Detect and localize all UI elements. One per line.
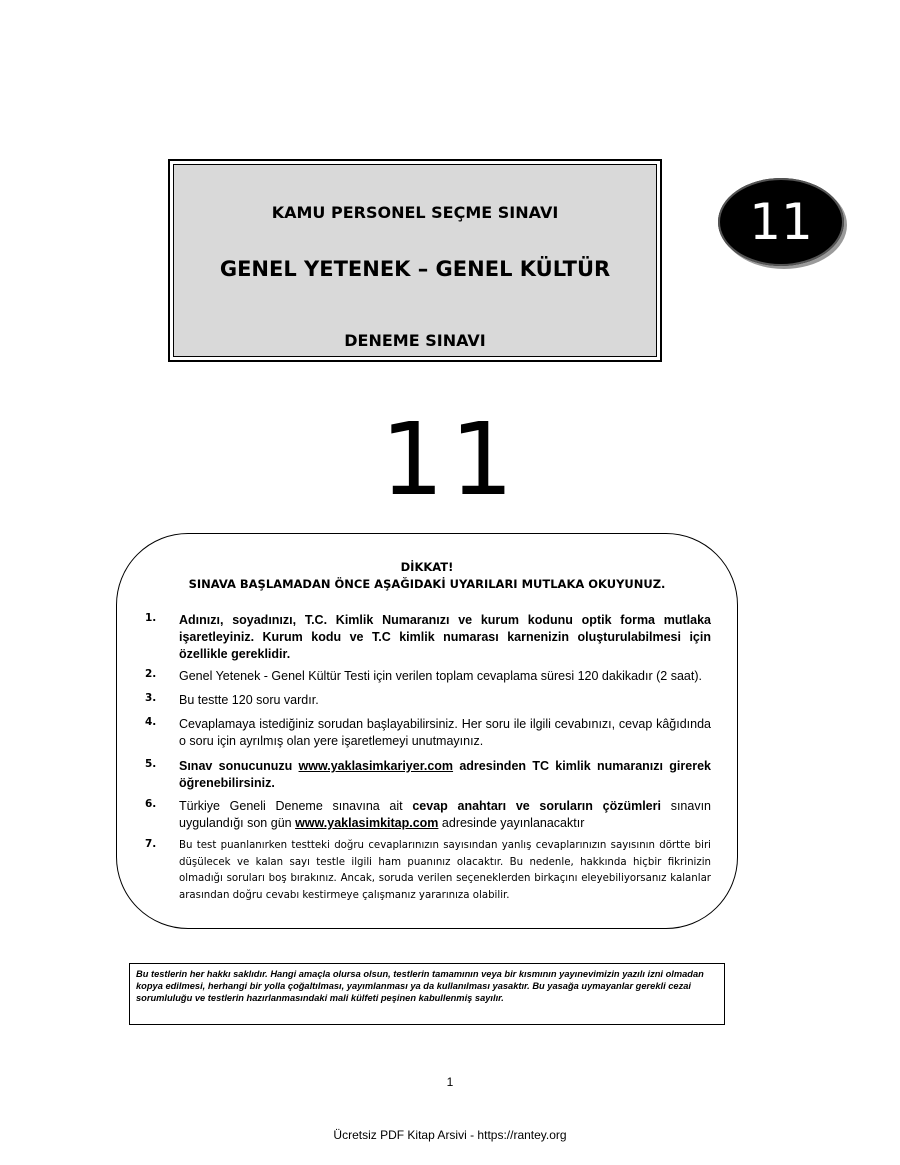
item-number: 2. (145, 668, 157, 680)
notice-title: DİKKAT! (400, 560, 454, 574)
item-text: Bu testte 120 soru vardır. (179, 693, 319, 707)
title-box (168, 159, 662, 362)
notice-item (137, 838, 711, 904)
item-number: 7. (145, 838, 157, 850)
exam-type: DENEME SINAVI (344, 331, 486, 350)
item-text-part: Türkiye Geneli Deneme sınavına ait (179, 799, 413, 813)
item-text: Cevaplamaya istediğiniz sorudan başlayabilirsiniz. Her soru ile ilgili cevabınızı, cevap kâğıdında o soru için ayrılmış olan yere işaretlemeyi unutmayınız. (179, 717, 711, 748)
notice-subtitle: SINAVA BAŞLAMADAN ÖNCE AŞAĞIDAKİ UYARILARI MUTLAKA OKUYUNUZ. (188, 577, 666, 591)
page-number: 1 (446, 1075, 454, 1089)
notice-item (137, 692, 711, 709)
notice-item (137, 612, 711, 663)
item-number: 1. (145, 612, 157, 624)
exam-number-large: 11 (380, 401, 520, 518)
footer-text: Ücretsiz PDF Kitap Arsivi - https://rantey.org (333, 1128, 567, 1142)
item-text (179, 758, 711, 792)
item-number: 4. (145, 716, 157, 728)
item-number: 3. (145, 692, 157, 704)
notice-item (137, 716, 711, 750)
notice-item (137, 668, 711, 685)
item-text-part: sınavın uygulandığı son gün (179, 799, 711, 830)
item-number: 6. (145, 798, 157, 810)
item-text (179, 798, 711, 832)
exam-section-title: GENEL YETENEK – GENEL KÜLTÜR (219, 257, 611, 281)
solutions-link[interactable]: www.yaklasimkitap.com (295, 816, 439, 830)
exam-number-badge: 11 (718, 178, 844, 266)
results-link[interactable]: www.yaklasimkariyer.com (298, 759, 454, 773)
item-text-bold: cevap anahtarı ve soruların çözümleri (412, 799, 661, 813)
notice-item (137, 798, 711, 832)
item-text: Bu test puanlanırken testteki doğru cevaplarınızın sayısından yanlış cevaplarınızın sayısının dörtte biri düşülecek ve kalan sayı testle ilgili ham puanınız olacaktır. Bu nedenle, hakkında hiçbir fikrinizin olmadığı soruları boş bırakınız. Ancak, soruda verilen seçeneklerden birkaçını eleyebiliyorsanız kalanlar arasından doğru cevabı kestirmeye çalışmanız yararınıza olabilir. (179, 840, 711, 901)
copyright-notice: Bu testlerin her hakkı saklıdır. Hangi amaçla olursa olsun, testlerin tamamının veya bir kısmının yayınevimizin yazılı izni olmadan kopya edilmesi, herhangi bir yolla çoğaltılması, yayımlanması ya da kullanılması yasaktır. Bu yasağa uymayanlar gerekli cezai sorumluluğu ve testlerin hazırlanmasındaki mali külfeti peşinen kabullenmiş sayılır. (129, 963, 725, 1025)
title-panel (173, 164, 657, 357)
notice-item (137, 758, 711, 792)
exam-name: KAMU PERSONEL SEÇME SINAVI (271, 203, 559, 222)
notice-box (116, 533, 738, 929)
item-number: 5. (145, 758, 157, 770)
item-text-part: adresinden TC kimlik numaranızı girerek öğrenebilirsiniz. (179, 759, 711, 790)
item-text: Adınızı, soyadınızı, T.C. Kimlik Numaranızı ve kurum kodunu optik forma mutlaka işaretleyiniz. Kurum kodu ve T.C kimlik numarası karnenizin oluşturulabilmesi için özellikle gereklidir. (179, 613, 711, 661)
item-text-part: Sınav sonucunuzu (179, 759, 299, 773)
item-text-part: adresinde yayınlanacaktır (438, 816, 585, 830)
item-text: Genel Yetenek - Genel Kültür Testi için verilen toplam cevaplama süresi 120 dakikadır (2 saat). (179, 669, 702, 683)
